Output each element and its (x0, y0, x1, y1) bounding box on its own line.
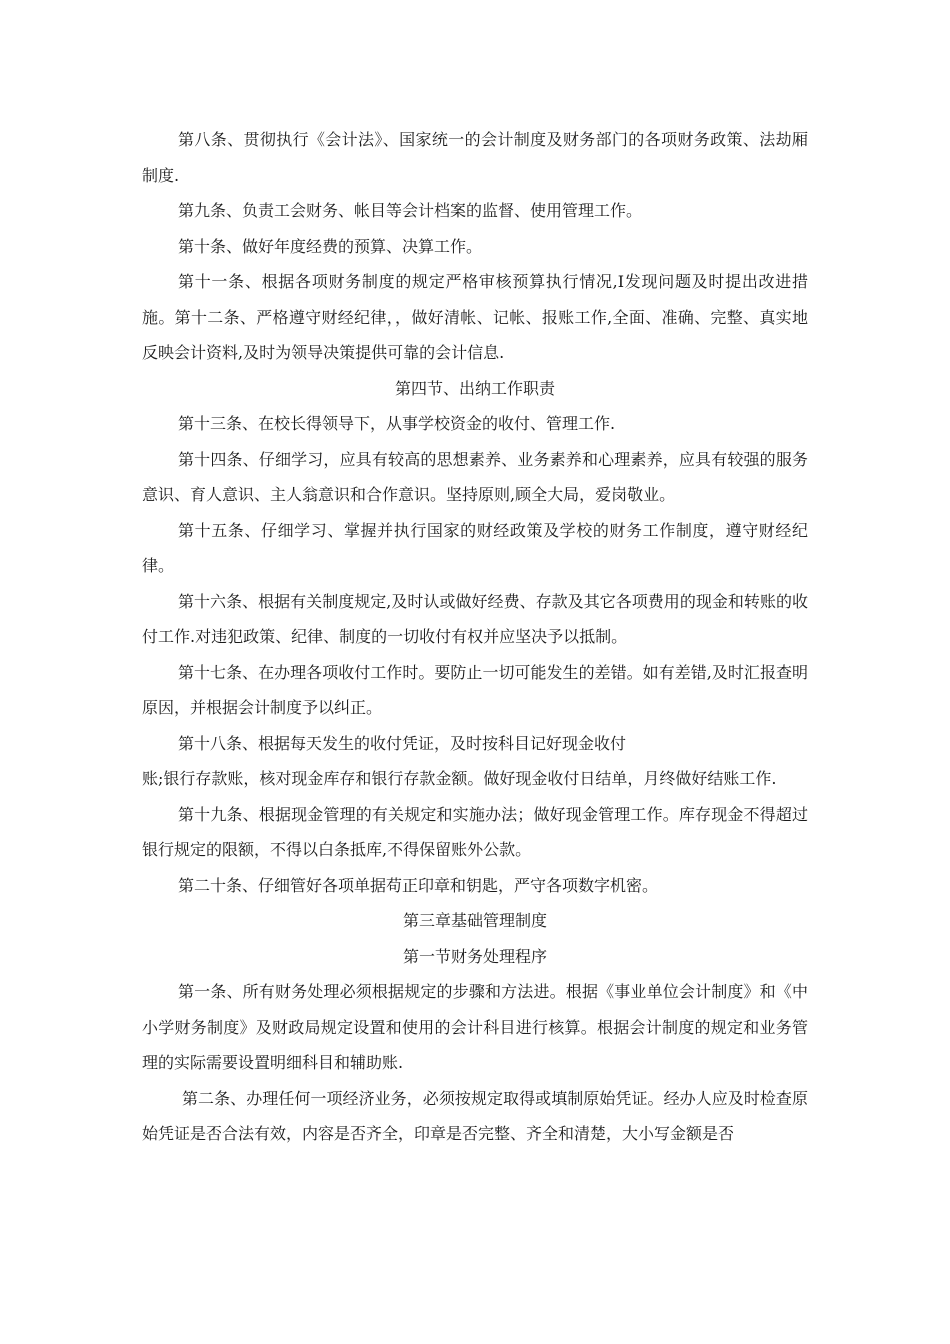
article-11: 第十一条、根据各项财务制度的规定严格审核预算执行情况,I发现问题及时提出改进措施。第十二条、严格遵守财经纪律，，做好清帐、记帐、报账工作,全面、准确、完整、真实地反映会计资料,及时为领导决策提供可靠的会计信息. (142, 272, 808, 362)
section-1-heading: 第一节财务处理程序 (402, 946, 547, 966)
article-13: 第十三条、在校长得领导下，从事学校资金的收付、管理工作. (178, 414, 616, 433)
article-1: 第一条、所有财务处理必须根据规定的步骤和方法进。根据《事业单位会计制度》和《中小学财务制度》及财政局规定设置和使用的会计科目进行核算。根据会计制度的规定和业务管理的实际需要设置明细科目和辅助账. (142, 982, 808, 1072)
article-16: 第十六条、根据有关制度规定,及时认或做好经费、存款及其它各项费用的现金和转账的收付工作.对违犯政策、纪律、制度的一切收付有权并应坚决予以抵制。 (142, 591, 808, 646)
article-10: 第十条、做好年度经费的预算、决算工作。 (178, 236, 483, 256)
article-19: 第十九条、根据现金管理的有关规定和实施办法；做好现金管理工作。库存现金不得超过银行规定的限额，不得以白条抵库,不得保留账外公款。 (142, 804, 808, 859)
article-8: 第八条、贯彻执行《会计法》、国家统一的会计制度及财务部门的各项财务政策、法劫厢制度. (142, 130, 808, 185)
article-2: 第二条、办理任何一项经济业务，必须按规定取得或填制原始凭证。经办人应及时检查原始凭证是否合法有效，内容是否齐全，印章是否完整、齐全和清楚，大小写金额是否 (142, 1088, 808, 1143)
article-17: 第十七条、在办理各项收付工作时。要防止一切可能发生的差错。如有差错,及时汇报查明原因，并根据会计制度予以纠正。 (142, 662, 808, 717)
chapter-3-heading: 第三章基础管理制度 (402, 911, 547, 930)
article-15: 第十五条、仔细学习、掌握并执行国家的财经政策及学校的财务工作制度，遵守财经纪律。 (142, 520, 808, 575)
document-page (142, 122, 808, 1152)
article-20: 第二十条、仔细管好各项单据苟正印章和钥匙，严守各项数字机密。 (178, 875, 659, 895)
article-18-continuation: 账;银行存款账，核对现金库存和银行存款金额。做好现金收付日结单，月终做好结账工作. (142, 769, 777, 788)
article-9: 第九条、负责工会财务、帐目等会计档案的监督、使用管理工作。 (178, 201, 643, 220)
article-14: 第十四条、仔细学习，应具有较高的思想素养、业务素养和心理素养，应具有较强的服务意识、育人意识、主人翁意识和合作意识。坚持原则,顾全大局，爱岗敬业。 (142, 449, 808, 504)
section-4-heading: 第四节、出纳工作职责 (394, 378, 555, 398)
article-18-line-1: 第十八条、根据每天发生的收付凭证，及时按科目记好现金收付 (178, 733, 627, 753)
